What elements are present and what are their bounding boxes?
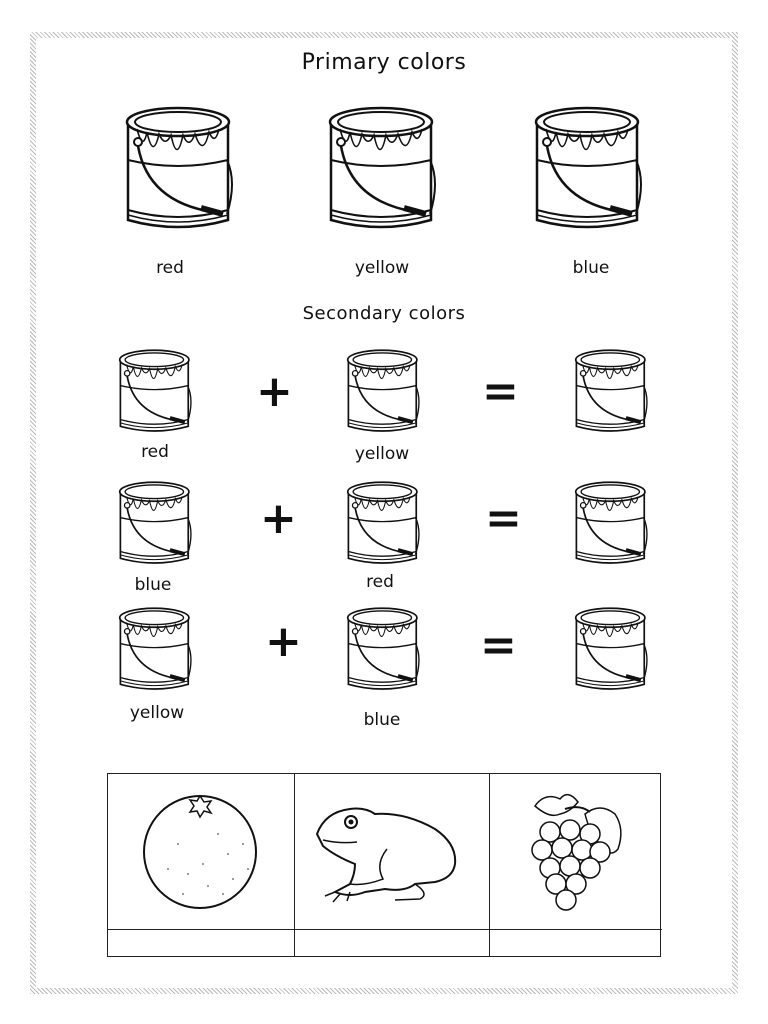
primary-label-red: red: [156, 258, 184, 278]
paint-bucket-icon: [117, 602, 193, 698]
paint-bucket-icon: [117, 476, 193, 572]
answer-blank-orange[interactable]: [108, 929, 295, 957]
orange-icon: [108, 774, 294, 928]
grapes-icon: [490, 774, 662, 928]
secondary-row3-left-label: yellow: [129, 703, 185, 723]
table-cell-grapes: [490, 774, 662, 929]
table-cell-orange: [108, 774, 295, 929]
paint-bucket-icon: [573, 602, 649, 698]
paint-bucket-icon: [326, 97, 438, 242]
secondary-colors-heading: Secondary colors: [302, 303, 466, 324]
secondary-row3-right-label: blue: [363, 710, 401, 730]
secondary-row1-left-label: red: [141, 442, 169, 462]
plus-sign: +: [265, 616, 302, 667]
equals-sign: =: [480, 620, 517, 671]
primary-label-yellow: yellow: [354, 258, 410, 278]
secondary-row1-right-label: yellow: [354, 444, 410, 464]
paint-bucket-icon: [532, 97, 644, 242]
equals-sign: =: [482, 366, 519, 417]
paint-bucket-icon: [573, 476, 649, 572]
secondary-row2-left-label: blue: [134, 575, 172, 595]
paint-bucket-icon: [345, 476, 421, 572]
plus-sign: +: [260, 493, 297, 544]
equals-sign: =: [485, 493, 522, 544]
answer-blank-frog[interactable]: [295, 929, 490, 957]
paint-bucket-icon: [345, 602, 421, 698]
answer-blank-grapes[interactable]: [490, 929, 662, 957]
paint-bucket-icon: [573, 344, 649, 440]
paint-bucket-icon: [123, 97, 235, 242]
table-cell-frog: [295, 774, 490, 929]
primary-label-blue: blue: [572, 258, 610, 278]
paint-bucket-icon: [117, 344, 193, 440]
frog-icon: [295, 774, 489, 928]
primary-colors-heading: Primary colors: [301, 50, 467, 75]
paint-bucket-icon: [345, 344, 421, 440]
plus-sign: +: [256, 366, 293, 417]
picture-table: [107, 773, 661, 957]
secondary-row2-right-label: red: [366, 572, 394, 592]
